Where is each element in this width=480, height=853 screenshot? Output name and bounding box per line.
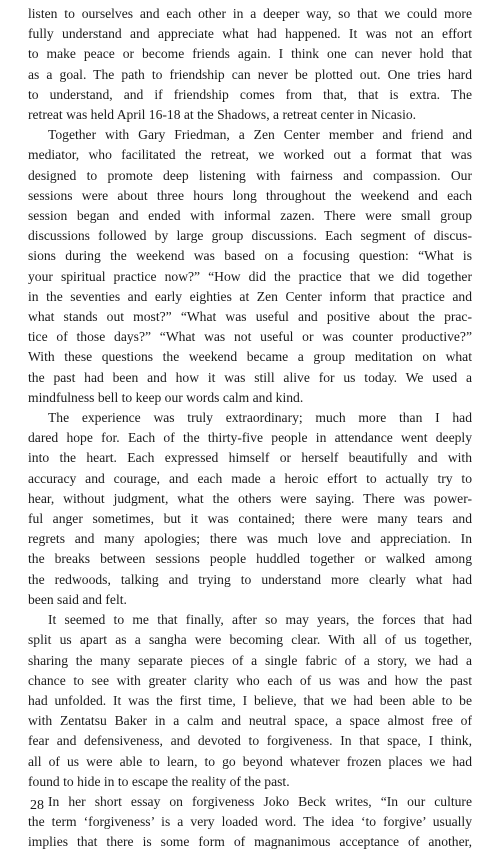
text-line: hear, without judgment, what the others were saying. There was power- bbox=[28, 490, 472, 506]
text-line: The experience was truly extraordinary; much more than I had bbox=[48, 410, 472, 426]
text-line: retreat was held April 16-18 at the Shadows, a retreat center in Nicasio. bbox=[28, 107, 417, 123]
text-line: what stands out most?” “What was useful and positive about the prac- bbox=[28, 309, 472, 325]
text-line: had unfolded. It was the first time, I believe, that we had been able to be bbox=[28, 692, 472, 708]
page-number: 28 bbox=[30, 798, 44, 813]
text-line: into the heart. Each expressed himself or herself beautifully and with bbox=[28, 450, 472, 466]
text-line: the term ‘forgiveness’ is a very loaded word. The idea ‘to forgive’ usually bbox=[28, 814, 472, 830]
text-line: to make peace or become friends again. I think one can never hold that bbox=[28, 46, 472, 62]
text-line: session began and ended with informal zazen. There were small group bbox=[28, 208, 472, 224]
text-line: Together with Gary Friedman, a Zen Center member and friend and bbox=[48, 127, 472, 143]
text-line: in the seventies and early eighties at Zen Center inform that practice and bbox=[28, 288, 472, 304]
text-line: It seemed to me that finally, after so may years, the forces that had bbox=[48, 612, 472, 628]
text-line: to understand, and if friendship comes from that, that is extra. The bbox=[28, 86, 472, 102]
text-line: accuracy and courage, and each made a heroic effort to actually try to bbox=[28, 470, 472, 486]
text-line: mediator, who facilitated the retreat, we worked out a format that was bbox=[28, 147, 472, 163]
text-line: sharing the many separate pieces of a single fabric of a story, we had a bbox=[28, 652, 472, 668]
text-line: fully understand and appreciate what had happened. It was not an effort bbox=[28, 26, 472, 42]
text-line: In her short essay on forgiveness Joko Beck writes, “In our culture bbox=[48, 793, 472, 809]
paragraph bbox=[28, 408, 472, 610]
text-line: With these questions the weekend became a group meditation on what bbox=[28, 349, 472, 365]
text-line: dared hope for. Each of the thirty-five people in attendance went deeply bbox=[28, 430, 472, 446]
text-line: tice of those days?” “What was not useful or was counter productive?” bbox=[28, 329, 472, 345]
text-line: all of us were able to learn, to go beyond whatever frozen places we had bbox=[28, 753, 472, 769]
text-line: listen to ourselves and each other in a deeper way, so that we could more bbox=[28, 6, 472, 21]
text-line: mindfulness bell to keep our words calm and kind. bbox=[28, 389, 304, 405]
text-line: found to hide in to escape the reality of the past. bbox=[28, 773, 290, 789]
text-line: discussions followed by large group discussions. Each segment of discus- bbox=[28, 228, 472, 244]
paragraph bbox=[28, 125, 472, 408]
paragraph bbox=[28, 610, 472, 792]
text-line: chance to see with greater clarity who each of us was and how the past bbox=[28, 672, 472, 688]
text-line: as a goal. The path to friendship can never be plotted out. One tries hard bbox=[28, 66, 472, 82]
text-line: been said and felt. bbox=[28, 591, 127, 607]
text-line: implies that there is some form of magnanimous acceptance of another, bbox=[28, 834, 472, 850]
text-line: the past had been and how it was still alive for us today. We used a bbox=[28, 369, 472, 385]
text-line: the breaks between sessions people huddled together or walked among bbox=[28, 551, 472, 567]
text-line: sessions were about three hours long throughout the weekend and each bbox=[28, 187, 472, 203]
body-text bbox=[28, 4, 472, 853]
text-line: designed to promote deep listening with fairness and compassion. Our bbox=[28, 167, 472, 183]
text-line: fear and defensiveness, and devoted to forgiveness. In that space, I think, bbox=[28, 733, 472, 749]
text-line: the redwoods, talking and trying to understand more clearly what had bbox=[28, 571, 472, 587]
text-line: ful anger sometimes, but it was contained; there were many tears and bbox=[28, 511, 472, 527]
text-line: your spiritual practice now?” “How did the practice that we did together bbox=[28, 268, 472, 284]
paragraph bbox=[28, 792, 472, 853]
text-line: regrets and many apologies; there was much love and appreciation. In bbox=[28, 531, 472, 547]
text-line: sions during the weekend was based on a focusing question: “What is bbox=[28, 248, 472, 264]
paragraph bbox=[28, 4, 472, 125]
text-line: with Zentatsu Baker in a calm and neutral space, a space almost free of bbox=[28, 713, 472, 729]
text-line: split us apart as a sangha were becoming clear. With all of us together, bbox=[28, 632, 472, 648]
